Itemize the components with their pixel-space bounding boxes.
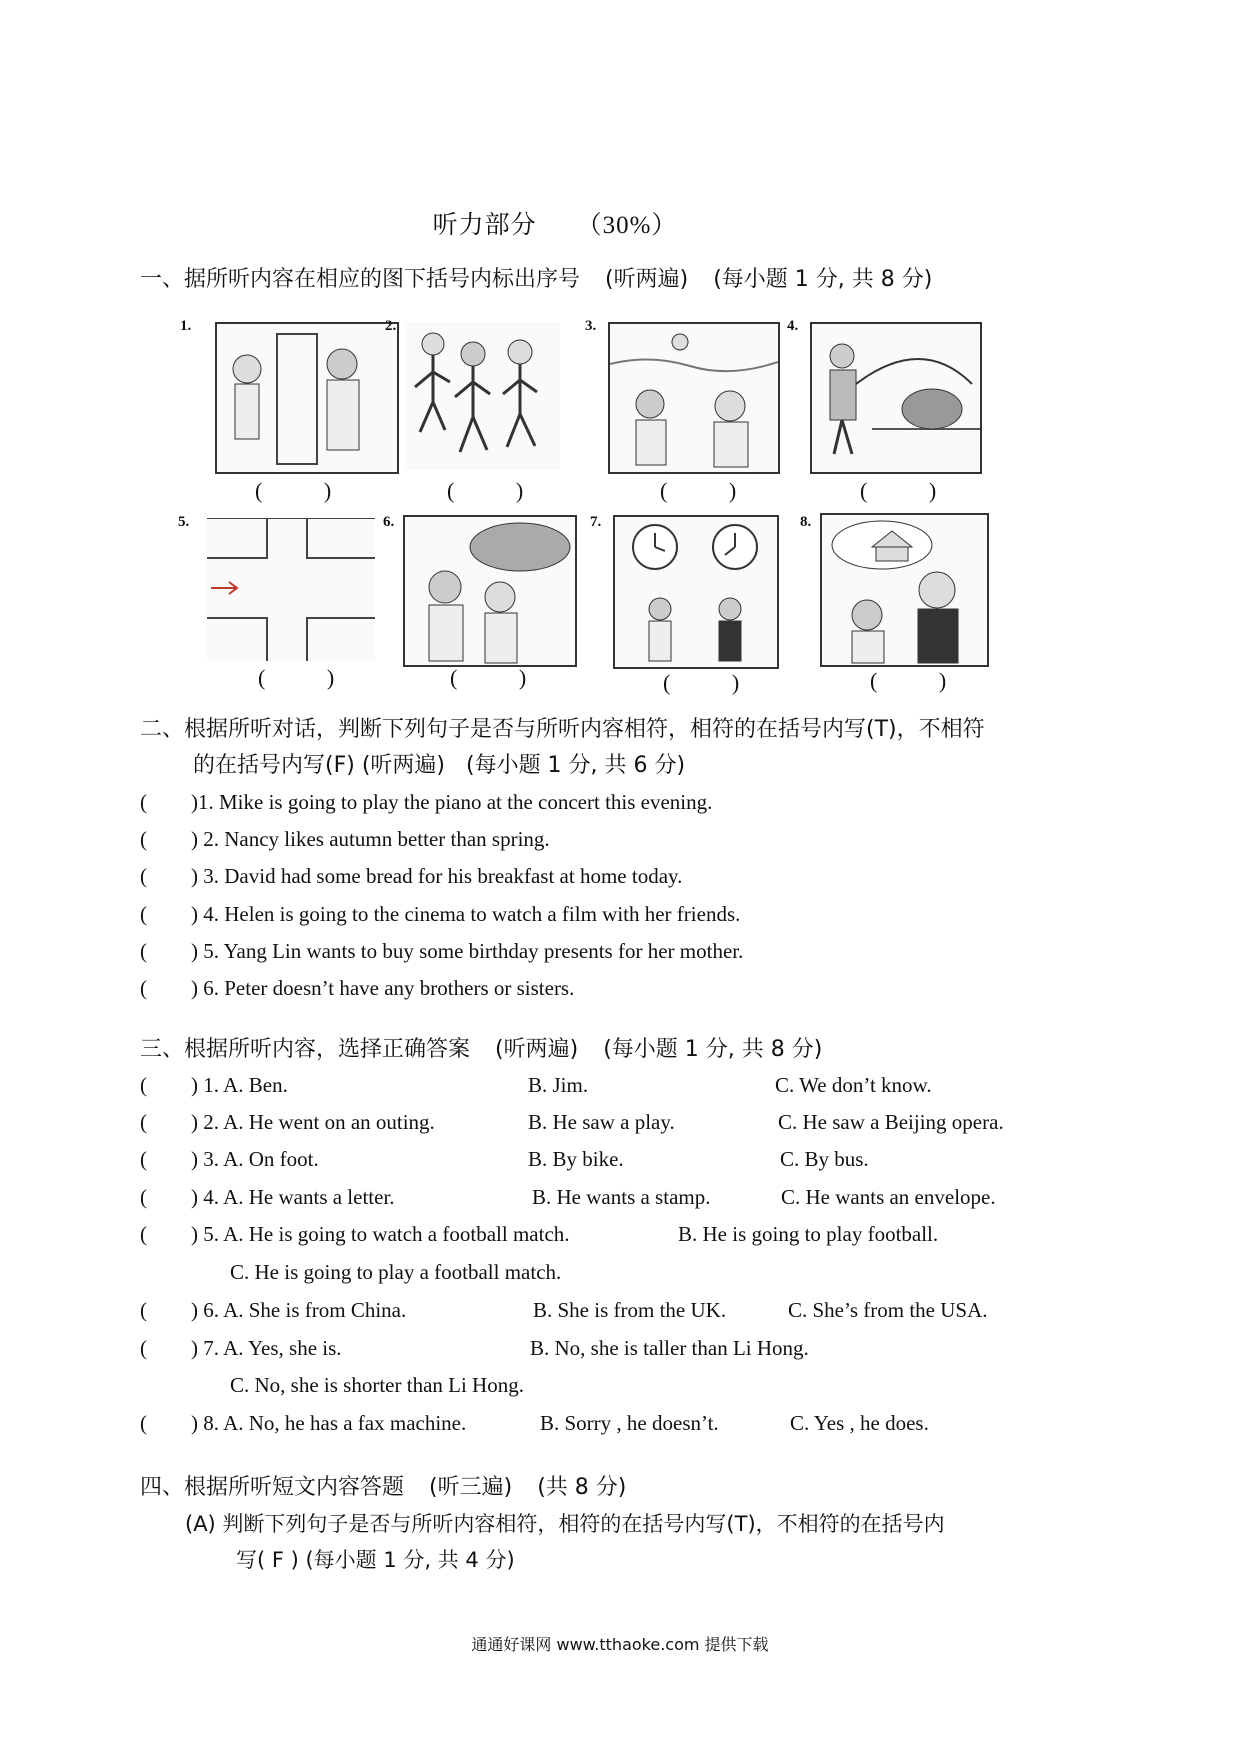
section2-heading: 二、根据所听对话，判断下列句子是否与所听内容相符，相符的在括号内写(T)，不相符 — [140, 717, 985, 742]
choice-option-b[interactable]: B. No, she is taller than Li Hong. — [530, 1336, 809, 1360]
section4-sub-instruction-continued: 写( F ) (每小题 1 分, 共 4 分) — [236, 1548, 515, 1572]
choice-item[interactable]: ( ) 2. A. He went on an outing. — [140, 1110, 435, 1134]
answer-bracket[interactable]: ( ) — [258, 665, 363, 690]
true-false-item[interactable]: ( ) 2. Nancy likes autumn better than spring. — [140, 827, 550, 851]
choice-option-c[interactable]: C. We don’t know. — [775, 1073, 932, 1097]
choice-option-c[interactable]: C. No, she is shorter than Li Hong. — [230, 1373, 524, 1397]
page-title: 听力部分 （30%） — [432, 210, 678, 239]
choice-option-b[interactable]: B. He saw a play. — [528, 1110, 675, 1134]
man-fishing-picture — [810, 322, 982, 474]
choice-option-c[interactable]: C. She’s from the USA. — [788, 1298, 988, 1322]
choice-option-c[interactable]: C. He is going to play a football match. — [230, 1260, 562, 1284]
choice-option-b[interactable]: B. Sorry , he doesn’t. — [540, 1411, 719, 1435]
true-false-item[interactable]: ( ) 6. Peter doesn’t have any brothers or sisters. — [140, 976, 575, 1000]
choice-option-c[interactable]: C. He saw a Beijing opera. — [778, 1110, 1004, 1134]
picture-number: 6. — [383, 514, 395, 530]
choice-item[interactable]: ( ) 6. A. She is from China. — [140, 1298, 407, 1322]
choice-item[interactable]: ( ) 5. A. He is going to watch a football match. — [140, 1222, 570, 1246]
true-false-item[interactable]: ( ) 4. Helen is going to the cinema to watch a film with her friends. — [140, 902, 741, 926]
choice-item[interactable]: ( ) 1. A. Ben. — [140, 1073, 288, 1097]
boys-thinking-clocks-picture — [613, 515, 779, 669]
true-false-item[interactable]: ( ) 5. Yang Lin wants to buy some birthday presents for her mother. — [140, 939, 744, 963]
section3-heading: 三、根据所听内容，选择正确答案 (听两遍) (每小题 1 分, 共 8 分) — [140, 1037, 823, 1062]
choice-option-c[interactable]: C. He wants an envelope. — [781, 1185, 996, 1209]
girls-thinking-picture — [403, 515, 577, 667]
answer-bracket[interactable]: ( ) — [870, 668, 975, 693]
picture-number: 3. — [585, 318, 597, 334]
picture-number: 5. — [178, 514, 190, 530]
choice-option-b[interactable]: B. She is from the UK. — [533, 1298, 727, 1322]
true-false-item[interactable]: ( ) 3. David had some bread for his breakfast at home today. — [140, 864, 683, 888]
true-false-item[interactable]: ( )1. Mike is going to play the piano at the concert this evening. — [140, 790, 713, 814]
girls-on-outing-picture — [608, 322, 780, 474]
choice-item[interactable]: ( ) 3. A. On foot. — [140, 1147, 319, 1171]
answer-bracket[interactable]: ( ) — [450, 665, 555, 690]
picture-number: 8. — [800, 514, 812, 530]
answer-bracket[interactable]: ( ) — [663, 670, 768, 695]
choice-option-c[interactable]: C. By bus. — [780, 1147, 869, 1171]
choice-item[interactable]: ( ) 8. A. No, he has a fax machine. — [140, 1411, 467, 1435]
answer-bracket[interactable]: ( ) — [255, 478, 360, 503]
two-girls-at-door-picture — [215, 322, 399, 474]
choice-option-b[interactable]: B. Jim. — [528, 1073, 589, 1097]
answer-bracket[interactable]: ( ) — [860, 478, 965, 503]
father-son-house-picture — [820, 513, 989, 667]
answer-bracket[interactable]: ( ) — [660, 478, 765, 503]
three-girls-running-picture — [405, 322, 560, 470]
section1-heading: 一、据所听内容在相应的图下括号内标出序号 (听两遍) (每小题 1 分, 共 8 分) — [140, 267, 933, 292]
choice-option-c[interactable]: C. Yes , he does. — [790, 1411, 929, 1435]
answer-bracket[interactable]: ( ) — [447, 478, 552, 503]
footer-credit: 通通好课网 www.tthaoke.com 提供下载 — [471, 1635, 769, 1654]
choice-option-b[interactable]: B. He is going to play football. — [678, 1222, 939, 1246]
section4-heading: 四、根据所听短文内容答题 (听三遍) (共 8 分) — [140, 1475, 627, 1500]
picture-number: 1. — [180, 318, 192, 334]
section4-sub-instruction: (A) 判断下列句子是否与所听内容相符，相符的在括号内写(T)，不相符的在括号内 — [185, 1512, 945, 1536]
choice-option-b[interactable]: B. He wants a stamp. — [532, 1185, 711, 1209]
section2-heading-continued: 的在括号内写(F) (听两遍) (每小题 1 分, 共 6 分) — [193, 753, 686, 778]
picture-number: 2. — [385, 318, 397, 334]
picture-number: 4. — [787, 318, 799, 334]
choice-item[interactable]: ( ) 4. A. He wants a letter. — [140, 1185, 395, 1209]
street-map-crossroads-picture — [207, 518, 375, 661]
choice-option-b[interactable]: B. By bike. — [528, 1147, 624, 1171]
picture-number: 7. — [590, 514, 602, 530]
choice-item[interactable]: ( ) 7. A. Yes, she is. — [140, 1336, 342, 1360]
